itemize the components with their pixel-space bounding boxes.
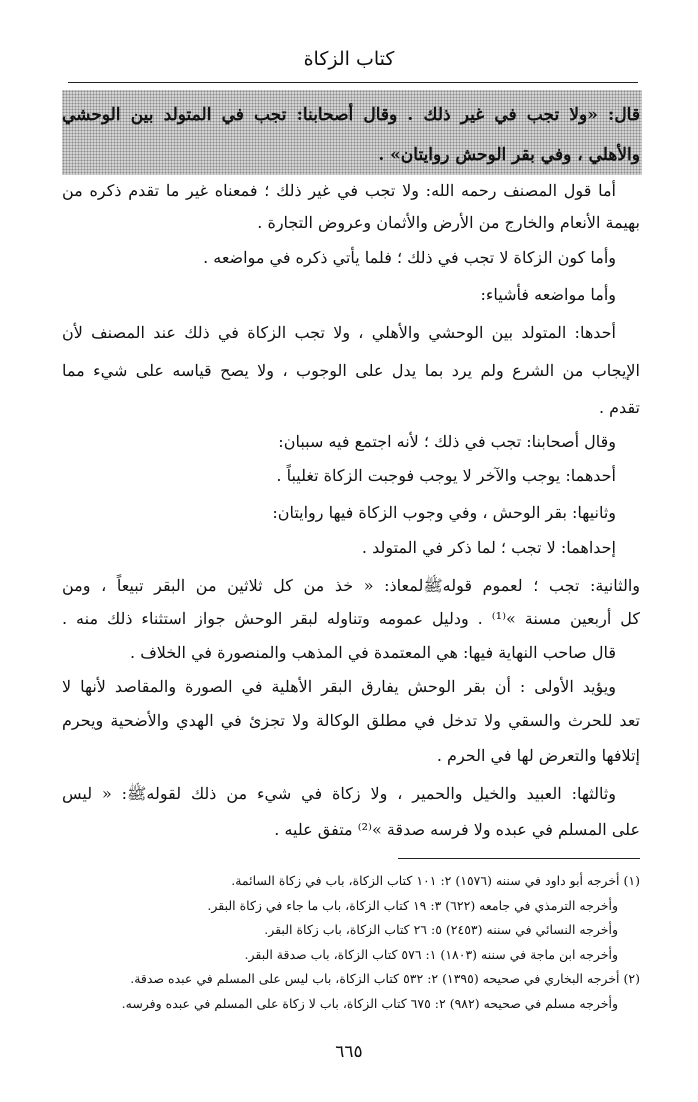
footnote-line: وأخرجه الترمذي في جامعه (٦٢٢) ٣: ١٩ كتاب الزكاة، باب ما جاء في زكاة البقر. bbox=[207, 898, 618, 913]
matn-line-2: والأهلي ، وفي بقر الوحش روايتان» . bbox=[378, 145, 640, 165]
footnote-line: (٢) أخرجه البخاري في صحيحه (١٣٩٥) ٢: ٥٣٢ كتاب الزكاة، باب ليس على المسلم في عبده صدقة. bbox=[130, 971, 640, 986]
footnote-line: وأخرجه ابن ماجة في سننه (١٨٠٣) ١: ٥٧٦ كتاب الزكاة، باب صدقة البقر. bbox=[244, 947, 618, 962]
body-line: ويؤيد الأولى : أن بقر الوحش يفارق البقر الأهلية في الصورة والمقاصد لأنها لا bbox=[62, 677, 616, 696]
body-line: وثانيها: بقر الوحش ، وفي وجوب الزكاة فيها روايتان: bbox=[272, 503, 616, 522]
body-line: بهيمة الأنعام والخارج من الأرض والأثمان وعروض التجارة . bbox=[257, 213, 640, 232]
body-line: تقدم . bbox=[598, 398, 640, 417]
body-line: على المسلم في عبده ولا فرسه صدقة »⁽²⁾ متفق عليه . bbox=[274, 820, 640, 839]
page-number: ٦٦٥ bbox=[335, 1042, 363, 1062]
footnote-line: وأخرجه النسائي في سننه (٢٤٥٣) ٥: ٢٦ كتاب الزكاة، باب زكاة البقر. bbox=[264, 922, 618, 937]
body-line: والثانية: تجب ؛ لعموم قولهﷺلمعاذ: « خذ من كل ثلاثين من البقر تبيعاً ، ومن bbox=[62, 576, 640, 595]
body-line: قال صاحب النهاية فيها: هي المعتمدة في المذهب والمنصورة في الخلاف . bbox=[130, 643, 616, 662]
page-header-title: كتاب الزكاة bbox=[303, 48, 395, 70]
header-divider bbox=[68, 82, 638, 83]
body-line: أحدهما: يوجب والآخر لا يوجب فوجبت الزكاة تغليباً . bbox=[276, 466, 616, 485]
body-line: وثالثها: العبيد والخيل والحمير ، ولا زكاة في شيء من ذلك لقولهﷺ: « ليس bbox=[62, 784, 616, 803]
body-line: كل أربعين مسنة »⁽¹⁾ . ودليل عمومه وتناوله لبقر الوحش جواز استثناء ذلك منه . bbox=[62, 609, 640, 628]
body-line: تعد للحرث والسقي ولا تدخل في مطلق الوكالة ولا تجزئ في الهدي والأضحية ويحرم bbox=[62, 711, 640, 730]
body-line: الإيجاب من الشرع ولم يرد بما يدل على الوجوب ، ولا يصح قياسه على شيء مما bbox=[62, 361, 640, 380]
body-line: وأما كون الزكاة لا تجب في ذلك ؛ فلما يأتي ذكره في مواضعه . bbox=[203, 248, 616, 267]
body-line: وقال أصحابنا: تجب في ذلك ؛ لأنه اجتمع فيه سببان: bbox=[278, 432, 616, 451]
footnote-line: (١) أخرجه أبو داود في سننه (١٥٧٦) ٢: ١٠١ كتاب الزكاة، باب في زكاة السائمة. bbox=[231, 873, 640, 888]
body-line: أحدها: المتولد بين الوحشي والأهلي ، ولا تجب الزكاة في ذلك عند المصنف لأن bbox=[62, 323, 616, 342]
body-line: إحداهما: لا تجب ؛ لما ذكر في المتولد . bbox=[361, 538, 616, 557]
body-line: وأما مواضعه فأشياء: bbox=[480, 285, 616, 304]
body-line: أما قول المصنف رحمه الله: ولا تجب في غير ذلك ؛ فمعناه غير ما تقدم ذكره من bbox=[62, 181, 616, 200]
footnote-divider bbox=[398, 858, 640, 859]
matn-line-1: قال: «ولا تجب في غير ذلك . وقال أصحابنا: تجب في المتولد بين الوحشي bbox=[62, 105, 640, 125]
footnote-line: وأخرجه مسلم في صحيحه (٩٨٢) ٢: ٦٧٥ كتاب الزكاة، باب لا زكاة على المسلم في عبده وفرسه. bbox=[121, 996, 618, 1011]
body-line: إتلافها والتعرض لها في الحرم . bbox=[436, 746, 640, 765]
